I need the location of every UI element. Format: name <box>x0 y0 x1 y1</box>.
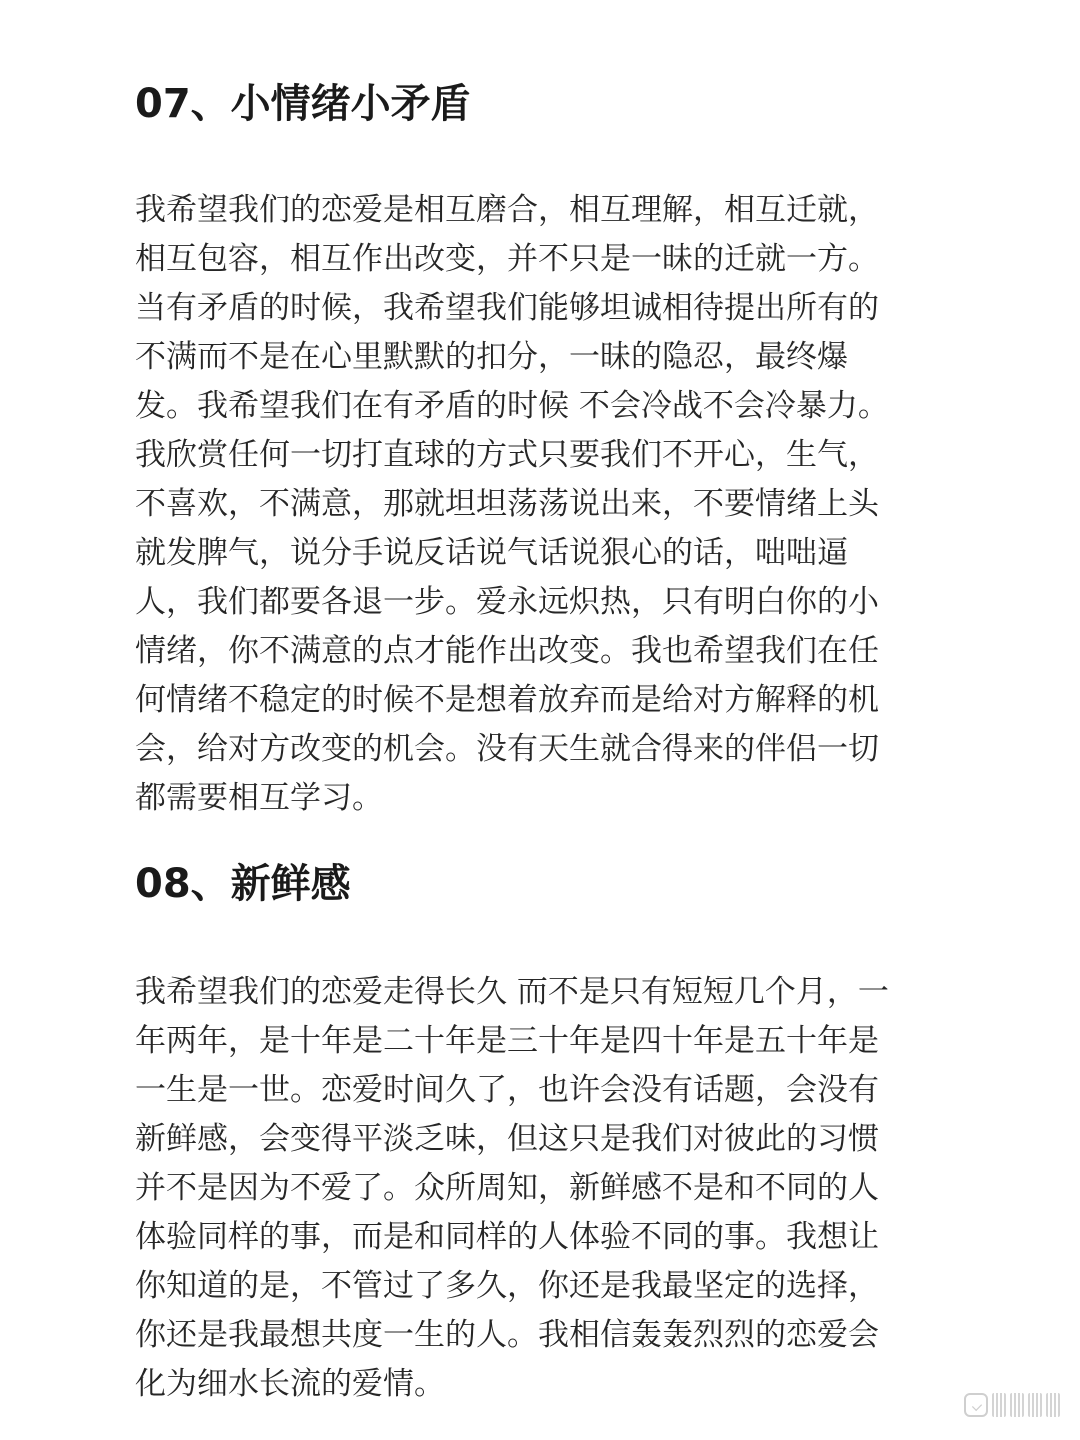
watermark-glyph <box>992 1393 1006 1417</box>
watermark <box>942 1388 1060 1422</box>
paragraph-line: 年两年，是十年是二十年是三十年是四十年是五十年是 <box>135 1023 879 1059</box>
paragraph-line: 会，给对方改变的机会。没有天生就合得来的伴侣一切 <box>135 731 879 767</box>
paragraph-line: 何情绪不稳定的时候不是想着放弃而是给对方解释的机 <box>135 682 879 718</box>
paragraph-line: 你还是我最想共度一生的人。我相信轰轰烈烈的恋爱会 <box>135 1317 879 1353</box>
paragraph-line: 发。我希望我们在有矛盾的时候 不会冷战不会冷暴力。 <box>135 388 889 424</box>
section-title-07: 07、小情绪小矛盾 <box>135 81 471 127</box>
paragraph-line: 新鲜感，会变得平淡乏味，但这只是我们对彼此的习惯 <box>135 1121 879 1157</box>
paragraph-line: 不喜欢，不满意，那就坦坦荡荡说出来，不要情绪上头 <box>135 486 879 522</box>
watermark-glyph <box>1028 1393 1042 1417</box>
paragraph-line: 情绪，你不满意的点才能作出改变。我也希望我们在任 <box>135 633 879 669</box>
paragraph-line: 体验同样的事，而是和同样的人体验不同的事。我想让 <box>135 1219 879 1255</box>
paragraph-line: 你知道的是，不管过了多久，你还是我最坚定的选择， <box>135 1268 879 1304</box>
paragraph-line: 人，我们都要各退一步。爱永远炽热，只有明白你的小 <box>135 584 879 620</box>
paragraph-line: 不满而不是在心里默默的扣分，一昧的隐忍，最终爆 <box>135 339 848 375</box>
section-title-08: 08、新鲜感 <box>135 861 351 907</box>
paragraph-line: 我希望我们的恋爱走得长久 而不是只有短短几个月，一 <box>135 974 889 1010</box>
paragraph-line: 并不是因为不爱了。众所周知，新鲜感不是和不同的人 <box>135 1170 879 1206</box>
paragraph-line: 相互包容，相互作出改变，并不只是一昧的迁就一方。 <box>135 241 879 277</box>
watermark-logo-icon <box>964 1393 988 1417</box>
paragraph-line: 都需要相互学习。 <box>135 780 383 816</box>
paragraph-line: 一生是一世。恋爱时间久了，也许会没有话题，会没有 <box>135 1072 879 1108</box>
section-body-08 <box>135 968 889 1409</box>
section-body-07 <box>135 186 889 823</box>
paragraph-line: 我希望我们的恋爱是相互磨合，相互理解，相互迁就， <box>135 192 879 228</box>
paragraph-line: 化为细水长流的爱情。 <box>135 1366 445 1402</box>
watermark-glyph <box>1046 1393 1060 1417</box>
watermark-glyph <box>1010 1393 1024 1417</box>
paragraph-line: 就发脾气，说分手说反话说气话说狠心的话，咄咄逼 <box>135 535 848 571</box>
paragraph-line: 当有矛盾的时候，我希望我们能够坦诚相待提出所有的 <box>135 290 879 326</box>
paragraph-line: 我欣赏任何一切打直球的方式只要我们不开心，生气， <box>135 437 879 473</box>
